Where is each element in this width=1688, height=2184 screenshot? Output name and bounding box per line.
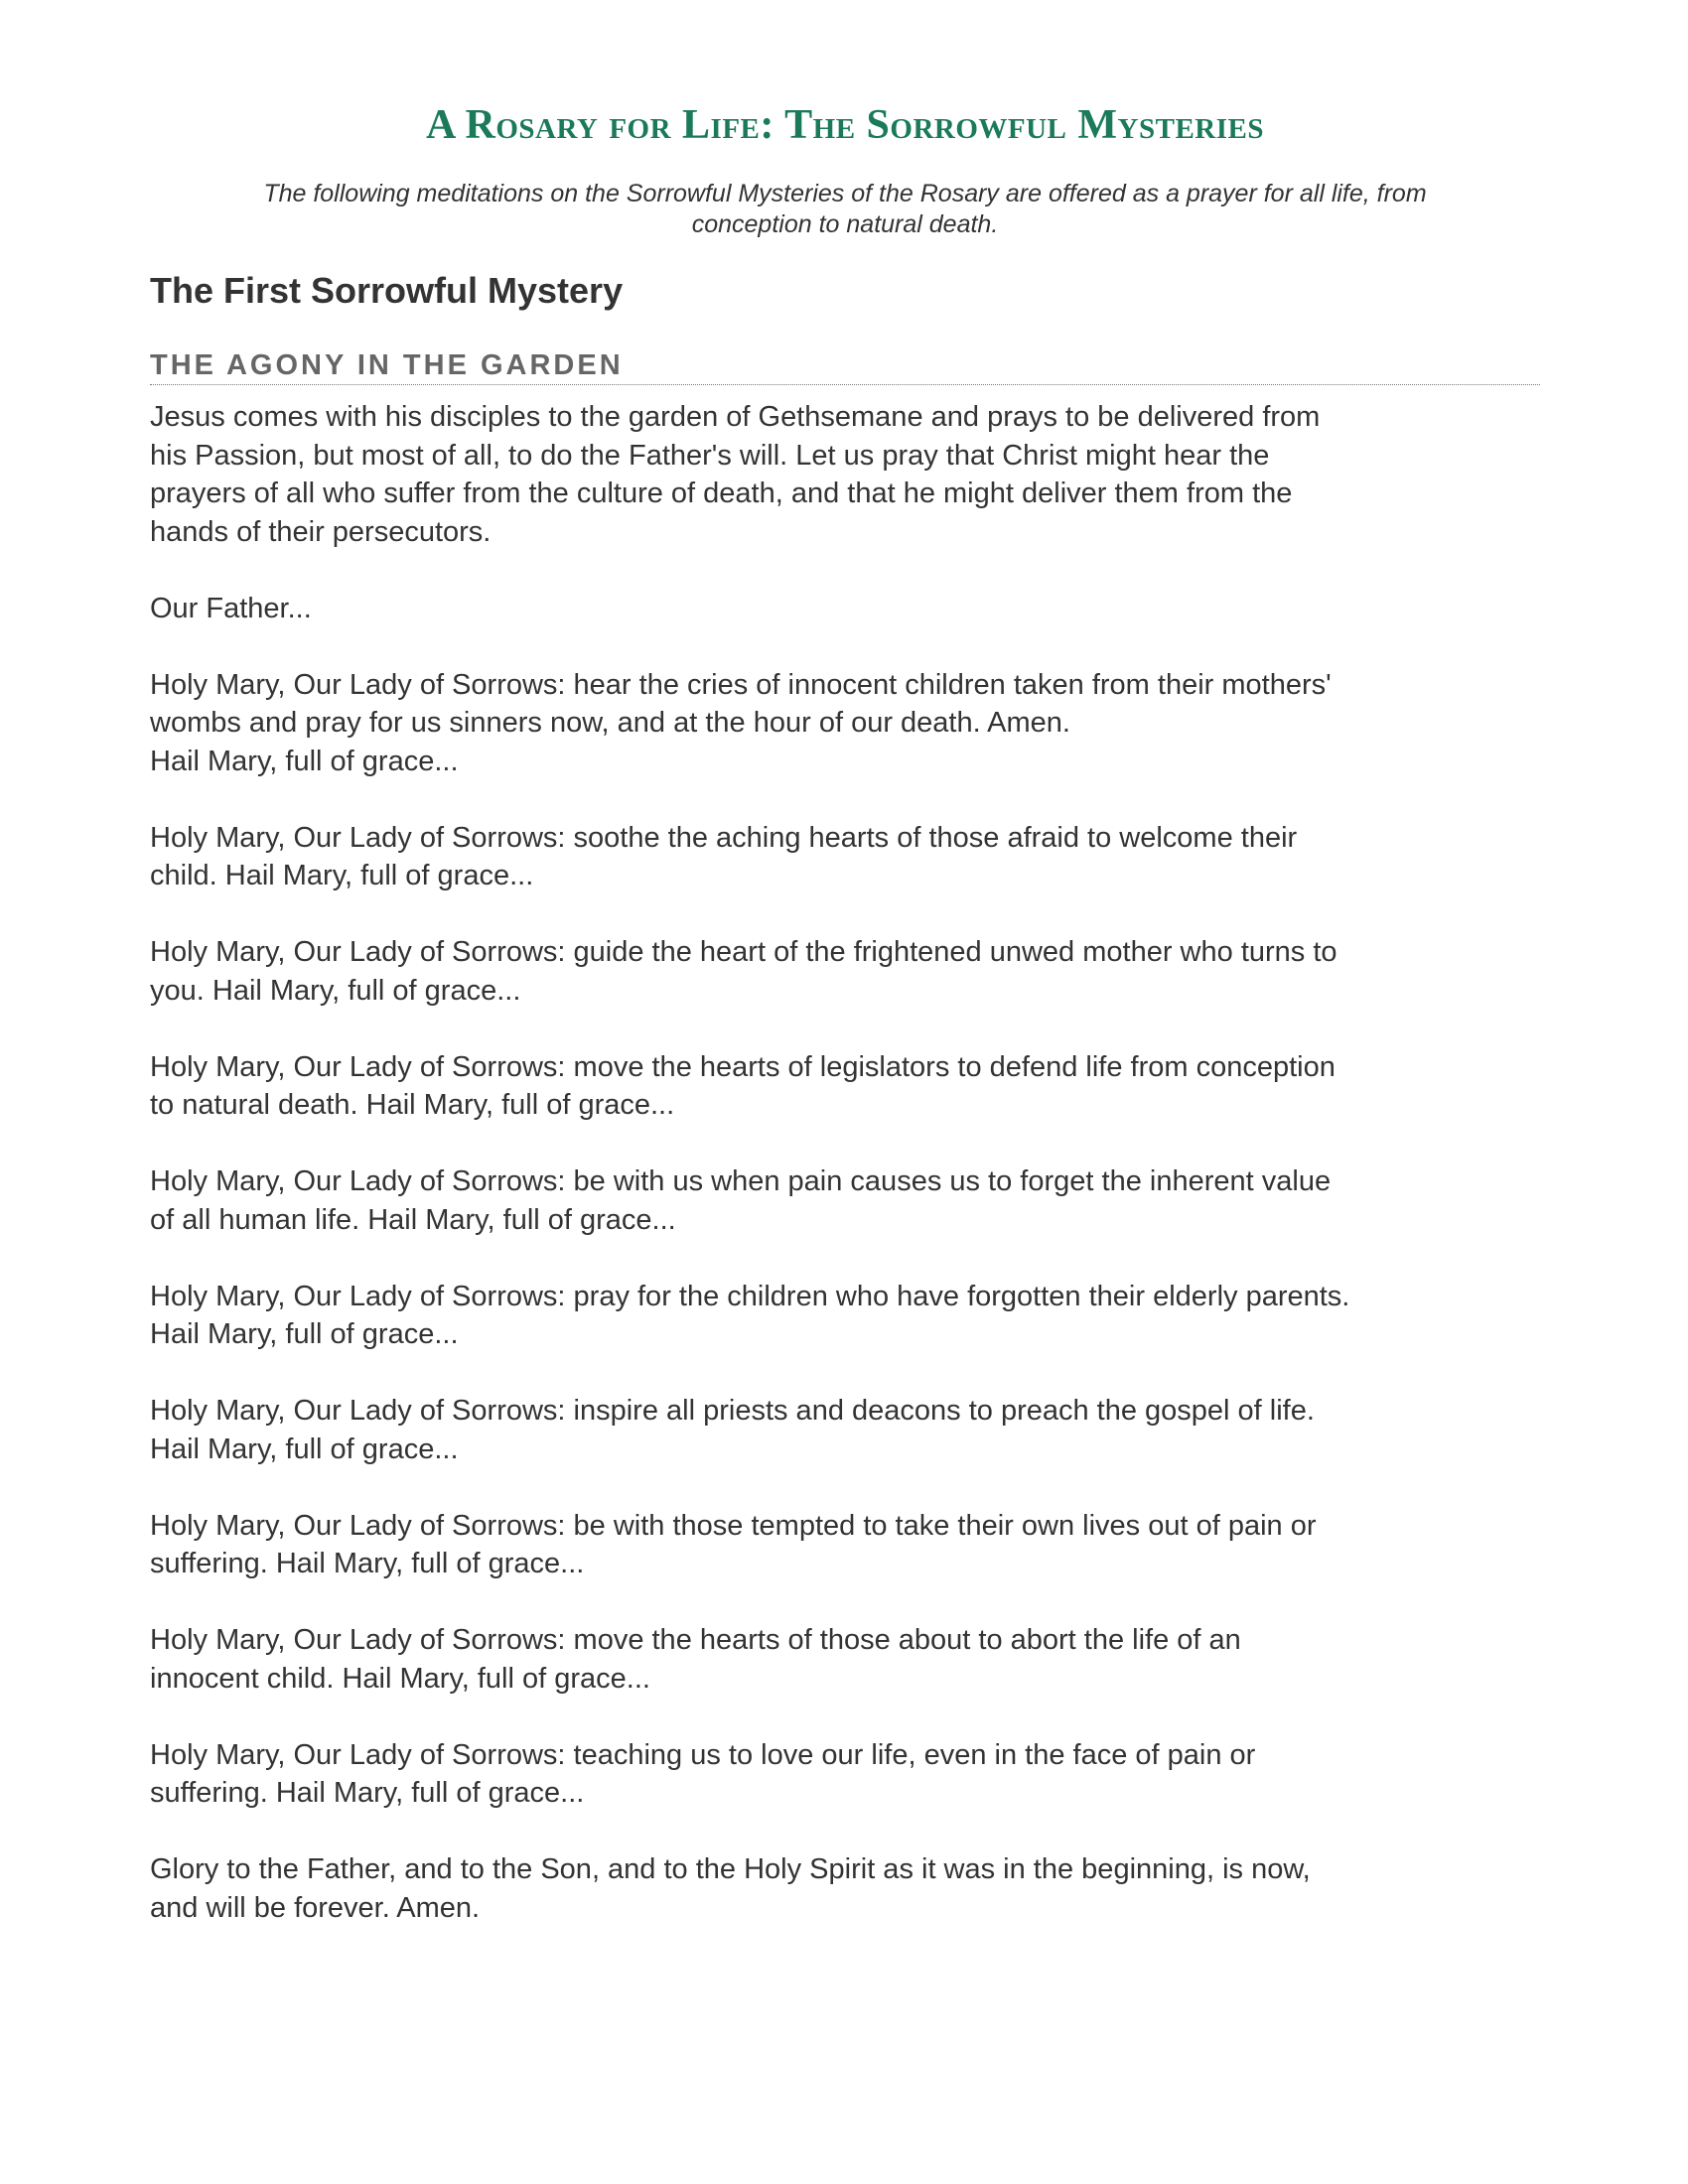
mystery-heading: The First Sorrowful Mystery (150, 270, 624, 311)
petition-9: Holy Mary, Our Lady of Sorrows: move the hearts of those about to abort the life of an innocent child. Hail Mary, full of grace... (150, 1624, 1241, 1695)
petition-10: Holy Mary, Our Lady of Sorrows: teaching us to love our life, even in the face of pain or suffering. Hail Mary, full of grace... (150, 1738, 1256, 1809)
glory-be-paragraph: Glory to the Father, and to the Son, and to the Holy Spirit as it was in the beginning, is now, and will be forever. Amen. (150, 1853, 1311, 1924)
petition-8: Holy Mary, Our Lady of Sorrows: be with those tempted to take their own lives out of pain or suffering. Hail Mary, full of grace... (150, 1509, 1317, 1579)
petition-4: Holy Mary, Our Lady of Sorrows: move the hearts of legislators to defend life from conception to natural death. Hail Mary, full of grace... (150, 1050, 1336, 1121)
mystery-body (150, 398, 1540, 1966)
petition-7: Holy Mary, Our Lady of Sorrows: inspire all priests and deacons to preach the gospel of life. Hail Mary, full of grace... (150, 1395, 1315, 1465)
intro-text: The following meditations on the Sorrowful Mysteries of the Rosary are offered as a prayer for all life, from conception to natural death. (263, 180, 1427, 238)
petition-6: Holy Mary, Our Lady of Sorrows: pray for the children who have forgotten their elderly parents. Hail Mary, full of grace... (150, 1280, 1350, 1350)
mystery-subtitle: THE AGONY IN THE GARDEN (150, 349, 1540, 385)
petition-1: Holy Mary, Our Lady of Sorrows: hear the cries of innocent children taken from their mothers' wombs and pray for us sinners now, and at the hour of our death. Amen. Hail Mary, full of grace... (150, 668, 1332, 777)
petition-5: Holy Mary, Our Lady of Sorrows: be with us when pain causes us to forget the inherent value of all human life. Hail Mary, full of grace... (150, 1165, 1332, 1236)
petition-3: Holy Mary, Our Lady of Sorrows: guide the heart of the frightened unwed mother who turns to you. Hail Mary, full of grace... (150, 936, 1337, 1007)
our-father-line: Our Father... (150, 592, 312, 624)
document-title: A Rosary for Life: The Sorrowful Mysteries (425, 102, 1264, 148)
petition-2: Holy Mary, Our Lady of Sorrows: soothe the aching hearts of those afraid to welcome their child. Hail Mary, full of grace... (150, 821, 1298, 891)
meditation-paragraph: Jesus comes with his disciples to the garden of Gethsemane and prays to be delivered from his Passion, but most of all, to do the Father's will. Let us pray that Christ might hear the prayers of all who suffer from the culture of death, and that he might deliver them from the hands of their persecutors. (150, 401, 1321, 548)
